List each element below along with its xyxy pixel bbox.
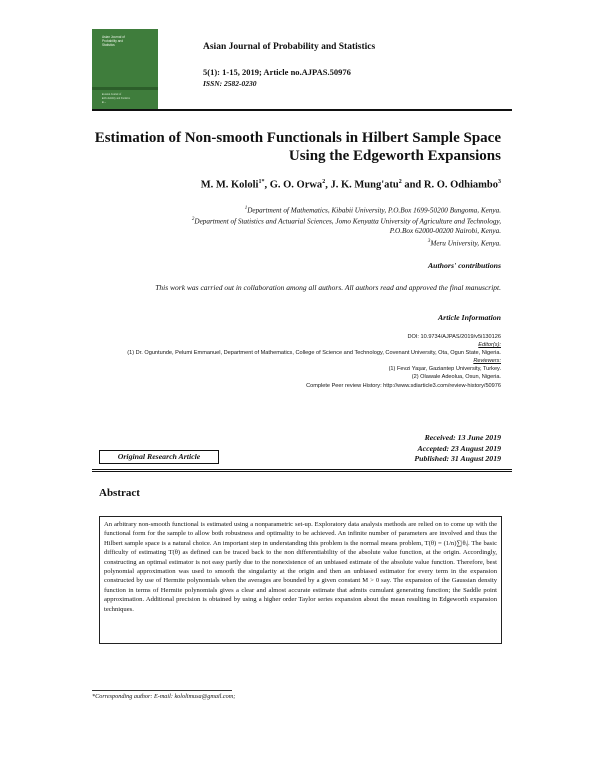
article-type-badge: Original Research Article xyxy=(99,450,219,464)
author-sup: 1* xyxy=(258,179,265,185)
contributions-text: This work was carried out in collaboration among all authors. All authors read and approved the final manuscript. xyxy=(155,283,501,292)
abstract-heading: Abstract xyxy=(99,487,140,499)
author-name: M. M. Kololi xyxy=(200,179,259,191)
article-info-heading: Article Information xyxy=(437,313,501,322)
author-name: J. K. Mung'atu xyxy=(330,179,399,191)
section-rule xyxy=(92,471,512,473)
received-date: Received: 13 June 2019 xyxy=(424,433,501,442)
editor-entry: (1) Dr. Oguntunde, Pelumi Emmanuel, Department of Mathematics, College of Science and Technology, Covenant University, Ota, Ogun State, Nigeria. xyxy=(127,350,501,357)
dates-block xyxy=(414,433,501,465)
journal-issn: ISSN: 2582-0230 xyxy=(203,79,257,88)
contributions-heading: Authors' contributions xyxy=(427,261,501,270)
header-rule xyxy=(92,109,512,111)
journal-cover-image xyxy=(92,29,158,109)
affiliation-text: Department of Mathematics, Kibabii University, P.O.Box 1699-50200 Bungoma, Kenya. xyxy=(247,206,501,215)
paper-title-line: Using the Edgeworth Expansions xyxy=(288,148,501,164)
affiliation xyxy=(61,226,501,237)
author-name: R. O. Odhiambo xyxy=(423,179,498,191)
author-list xyxy=(71,179,501,191)
affiliation-sup: 3 xyxy=(427,239,431,244)
cover-footer-line: ■ Probability and Statistics xyxy=(102,97,131,100)
review-history-link[interactable]: Complete Peer review History: http://www.sdiarticle3.com/review-history/50976 xyxy=(306,382,501,389)
cover-title-line: Statistics xyxy=(102,43,115,47)
reviewers-label: Reviewers: xyxy=(473,358,501,365)
footnote-rule xyxy=(92,690,232,691)
affiliation-sup: 2 xyxy=(191,217,195,222)
author-separator: and xyxy=(401,179,424,191)
paper-title xyxy=(71,129,501,165)
abstract-box xyxy=(99,516,502,644)
affiliation-sup: 1 xyxy=(244,206,248,211)
affiliation-text: P.O.Box 62000-00200 Nairobi, Kenya. xyxy=(389,227,501,235)
author-sup: 2 xyxy=(322,179,326,185)
author-sup: 3 xyxy=(498,179,501,185)
paper-title-line: Estimation of Non-smooth Functionals in Hilbert Sample Space xyxy=(94,130,501,146)
published-date: Published: 31 August 2019 xyxy=(414,454,501,463)
reviewer-entry: (2) Olawale Adeolua, Osun, Nigeria. xyxy=(411,374,501,381)
cover-footer-line: ■ Asian Journal of xyxy=(102,93,122,96)
author-separator: , xyxy=(264,179,270,191)
author-name: G. O. Orwa xyxy=(269,179,323,191)
cover-title-line: Probability and xyxy=(102,39,124,43)
affiliation xyxy=(61,237,501,249)
reviewer-entry: (1) Fevzi Yaşar, Gaziantep University, Turkey. xyxy=(388,366,501,373)
affiliation-text: Meru University, Kenya. xyxy=(430,239,501,248)
article-info-block xyxy=(61,333,501,390)
author-sup: 2 xyxy=(398,179,402,185)
journal-volume: 5(1): 1-15, 2019; Article no.AJPAS.50976 xyxy=(203,67,351,77)
author-separator: , xyxy=(325,179,331,191)
editor-label: Editor(s): xyxy=(478,342,501,349)
cover-footer-line: ■ ... xyxy=(102,101,107,104)
accepted-date: Accepted: 23 August 2019 xyxy=(417,443,501,453)
cover-band xyxy=(92,87,158,90)
corresponding-author-footnote: *Corresponding author: E-mail: kololimusa@gmail.com; xyxy=(92,693,236,700)
abstract-text: An arbitrary non-smooth functional is estimated using a nonparametric set-up. Exploratory data analysis methods are relied on to come up with the functional form for the sample to allow both robustness and optimality to be achieved. An infinite number of parameters are involved and thus the Hilbert sample space is a natural choice. An important step in understanding this problem is the normal means problem, T(θ) = (1/n)∑|θᵢ|. The basic difficulty of estimating T(θ) as defined can be traced back to the non differentiability of the absolute value function, at the origin. Accordingly, constructing an optimal estimator is not easy partly due to the nonexistence of an unbiased estimate of the absolute value function. Therefore, best polynomial approximation was used to smooth the singularity at the origin and then an unbiased estimator for every term in the expansion constructed by use of Hermite polynomials when the averages are bounded by a given constant M > 0 say. The expansion of the Gaussian density function in terms of Hermite polynomials gives a clear and almost accurate estimate that admits cumulant generating function; the Saddle point approximation. Additional precision is obtained by using a higher order Taylor series expansion about the mean resulting in Edgeworth expansion techniques. xyxy=(104,521,497,613)
doi-text: DOI: 10.9734/AJPAS/2019/v5i130126 xyxy=(407,334,501,340)
affiliation-text: Department of Statistics and Actuarial Sciences, Jomo Kenyatta University of Agriculture and Technology, xyxy=(194,217,501,226)
cover-title-line: Asian Journal of xyxy=(102,35,125,39)
journal-title: Asian Journal of Probability and Statistics xyxy=(203,42,376,52)
